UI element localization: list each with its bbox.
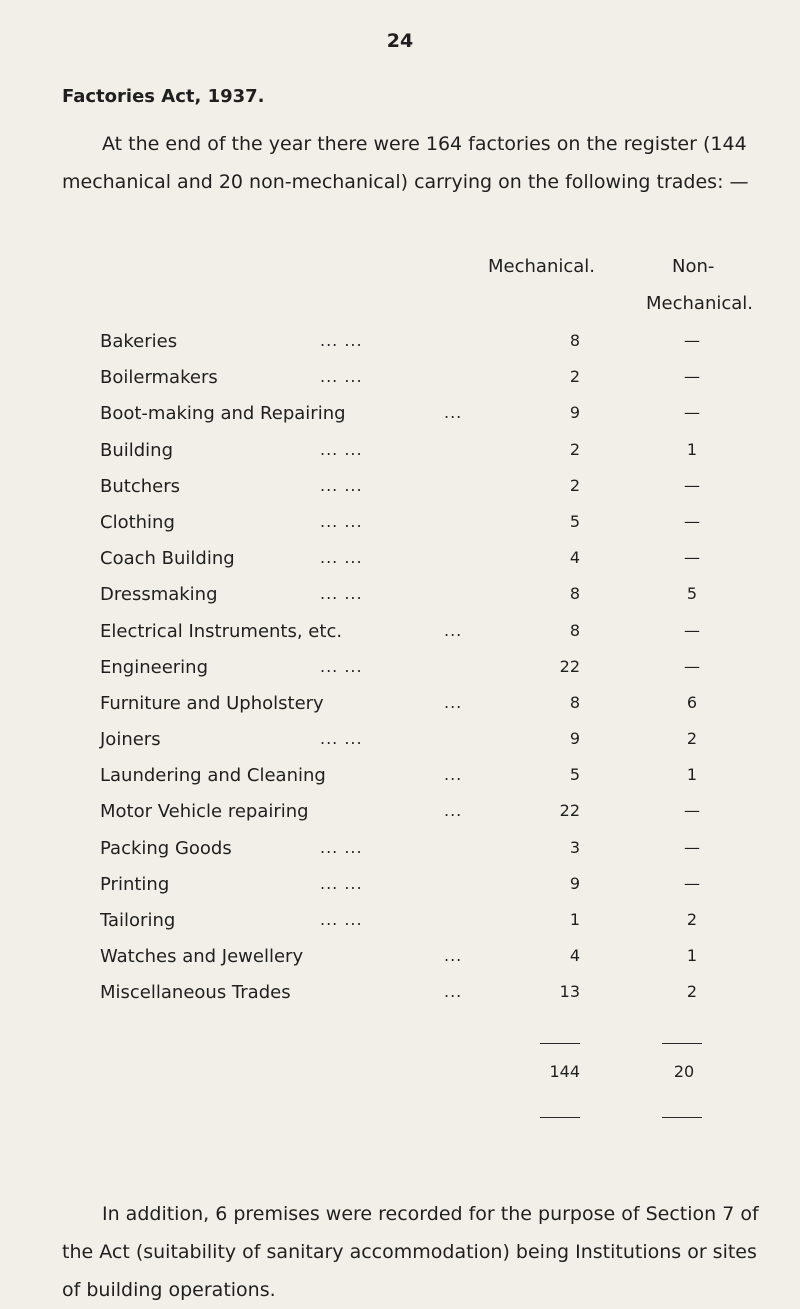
non-mechanical-count: — [684, 873, 700, 893]
leader-dots: ... ... [320, 439, 363, 459]
non-mechanical-count: 1 [686, 946, 698, 966]
table-row [0, 434, 800, 470]
mechanical-count: 9 [569, 729, 580, 749]
leader-dots: ... [444, 692, 463, 712]
table-row [0, 904, 800, 940]
non-mechanical-count: 2 [686, 910, 698, 929]
leader-dots: ... ... [320, 729, 363, 749]
mechanical-count: 9 [569, 403, 580, 423]
trade-name: Boot-making and Repairing [100, 403, 346, 425]
trades-table [0, 325, 800, 1013]
trade-name: Joiners [100, 729, 161, 751]
table-row [0, 832, 800, 868]
trade-name: Motor Vehicle repairing [100, 801, 309, 823]
table-row [0, 723, 800, 759]
mechanical-count: 5 [569, 765, 580, 785]
mechanical-count: 13 [559, 982, 580, 1002]
trade-name: Engineering [100, 656, 208, 678]
leader-dots: ... [444, 765, 463, 785]
table-row [0, 578, 800, 614]
mechanical-count: 1 [569, 910, 580, 929]
mechanical-count: 22 [559, 656, 580, 676]
non-mechanical-count: — [684, 511, 700, 531]
table-row [0, 470, 800, 506]
non-mechanical-column-header-line1: Non- [672, 256, 715, 277]
table-row [0, 795, 800, 831]
non-mechanical-count: — [684, 403, 700, 423]
non-mechanical-count: — [684, 837, 700, 857]
non-mechanical-count: — [684, 475, 700, 495]
mechanical-count: 8 [569, 620, 580, 640]
leader-dots: ... ... [320, 331, 363, 350]
trade-name: Building [100, 439, 174, 461]
trade-name: Tailoring [100, 910, 176, 931]
mechanical-count: 4 [569, 946, 580, 966]
leader-dots: ... ... [320, 910, 363, 929]
mechanical-total-rule-bottom [540, 1117, 580, 1118]
table-row [0, 868, 800, 904]
non-mechanical-count: 1 [686, 439, 698, 459]
section-heading: Factories Act, 1937. [62, 86, 265, 107]
leader-dots: ... ... [320, 837, 363, 857]
leader-dots: ... [444, 620, 463, 640]
non-mechanical-count: 5 [686, 584, 698, 604]
leader-dots: ... ... [320, 475, 363, 495]
non-mechanical-count: — [684, 331, 700, 350]
table-row [0, 397, 800, 433]
trade-name: Butchers [100, 475, 180, 497]
table-row [0, 759, 800, 795]
non-mechanical-count: 1 [686, 765, 698, 785]
non-mechanical-count: — [684, 801, 700, 821]
leader-dots: ... ... [320, 548, 363, 568]
leader-dots: ... ... [320, 656, 363, 676]
mechanical-count: 3 [569, 837, 580, 857]
leader-dots: ... ... [320, 584, 363, 604]
non-mechanical-count: — [684, 620, 700, 640]
mechanical-count: 9 [569, 873, 580, 893]
non-mechanical-total: 20 [673, 1062, 695, 1081]
mechanical-count: 8 [569, 584, 580, 604]
mechanical-count: 2 [569, 367, 580, 387]
non-mechanical-total-rule-bottom [662, 1117, 702, 1118]
table-row [0, 687, 800, 723]
table-row [0, 325, 800, 361]
trade-name: Clothing [100, 511, 175, 533]
mechanical-count: 4 [569, 548, 580, 568]
non-mechanical-count: 2 [686, 729, 698, 749]
leader-dots: ... [444, 946, 463, 966]
trade-name: Coach Building [100, 548, 235, 570]
non-mechanical-count: 6 [686, 692, 698, 712]
trade-name: Laundering and Cleaning [100, 765, 326, 787]
non-mechanical-count: 2 [686, 982, 698, 1002]
mechanical-count: 8 [569, 331, 580, 350]
leader-dots: ... [444, 801, 463, 821]
leader-dots: ... [444, 403, 463, 423]
trade-name: Electrical Instruments, etc. [100, 620, 343, 642]
non-mechanical-count: — [684, 367, 700, 387]
mechanical-total: 144 [549, 1062, 580, 1081]
table-row [0, 542, 800, 578]
mechanical-count: 2 [569, 475, 580, 495]
table-row [0, 940, 800, 976]
mechanical-count: 8 [569, 692, 580, 712]
trade-name: Miscellaneous Trades [100, 982, 291, 1004]
trade-name: Packing Goods [100, 837, 232, 859]
mechanical-count: 22 [559, 801, 580, 821]
trade-name: Boilermakers [100, 367, 218, 389]
mechanical-column-header: Mechanical. [488, 256, 595, 277]
leader-dots: ... ... [320, 873, 363, 893]
trade-name: Bakeries [100, 331, 178, 352]
intro-paragraph: At the end of the year there were 164 factories on the register (144 mechanical and 20 non-mechanical) carrying on the following trades: — [62, 133, 749, 193]
mechanical-total-rule-top [540, 1043, 580, 1044]
table-row [0, 506, 800, 542]
leader-dots: ... [444, 982, 463, 1002]
trade-name: Furniture and Upholstery [100, 692, 324, 714]
mechanical-count: 5 [569, 511, 580, 531]
non-mechanical-column-header-line2: Mechanical. [646, 293, 753, 314]
mechanical-count: 2 [569, 439, 580, 459]
leader-dots: ... ... [320, 367, 363, 387]
table-row [0, 361, 800, 397]
page-number: 24 [386, 30, 414, 52]
trade-name: Printing [100, 873, 170, 895]
table-row [0, 976, 800, 1012]
trade-name: Watches and Jewellery [100, 946, 304, 968]
non-mechanical-count: — [684, 548, 700, 568]
table-row [0, 651, 800, 687]
table-row [0, 615, 800, 651]
trade-name: Dressmaking [100, 584, 218, 606]
non-mechanical-count: — [684, 656, 700, 676]
non-mechanical-total-rule-top [662, 1043, 702, 1044]
closing-paragraph: In addition, 6 premises were recorded for the purpose of Section 7 of the Act (suitability of sanitary accommodation) being Institutions or sites of building operations. [62, 1203, 759, 1301]
leader-dots: ... ... [320, 511, 363, 531]
